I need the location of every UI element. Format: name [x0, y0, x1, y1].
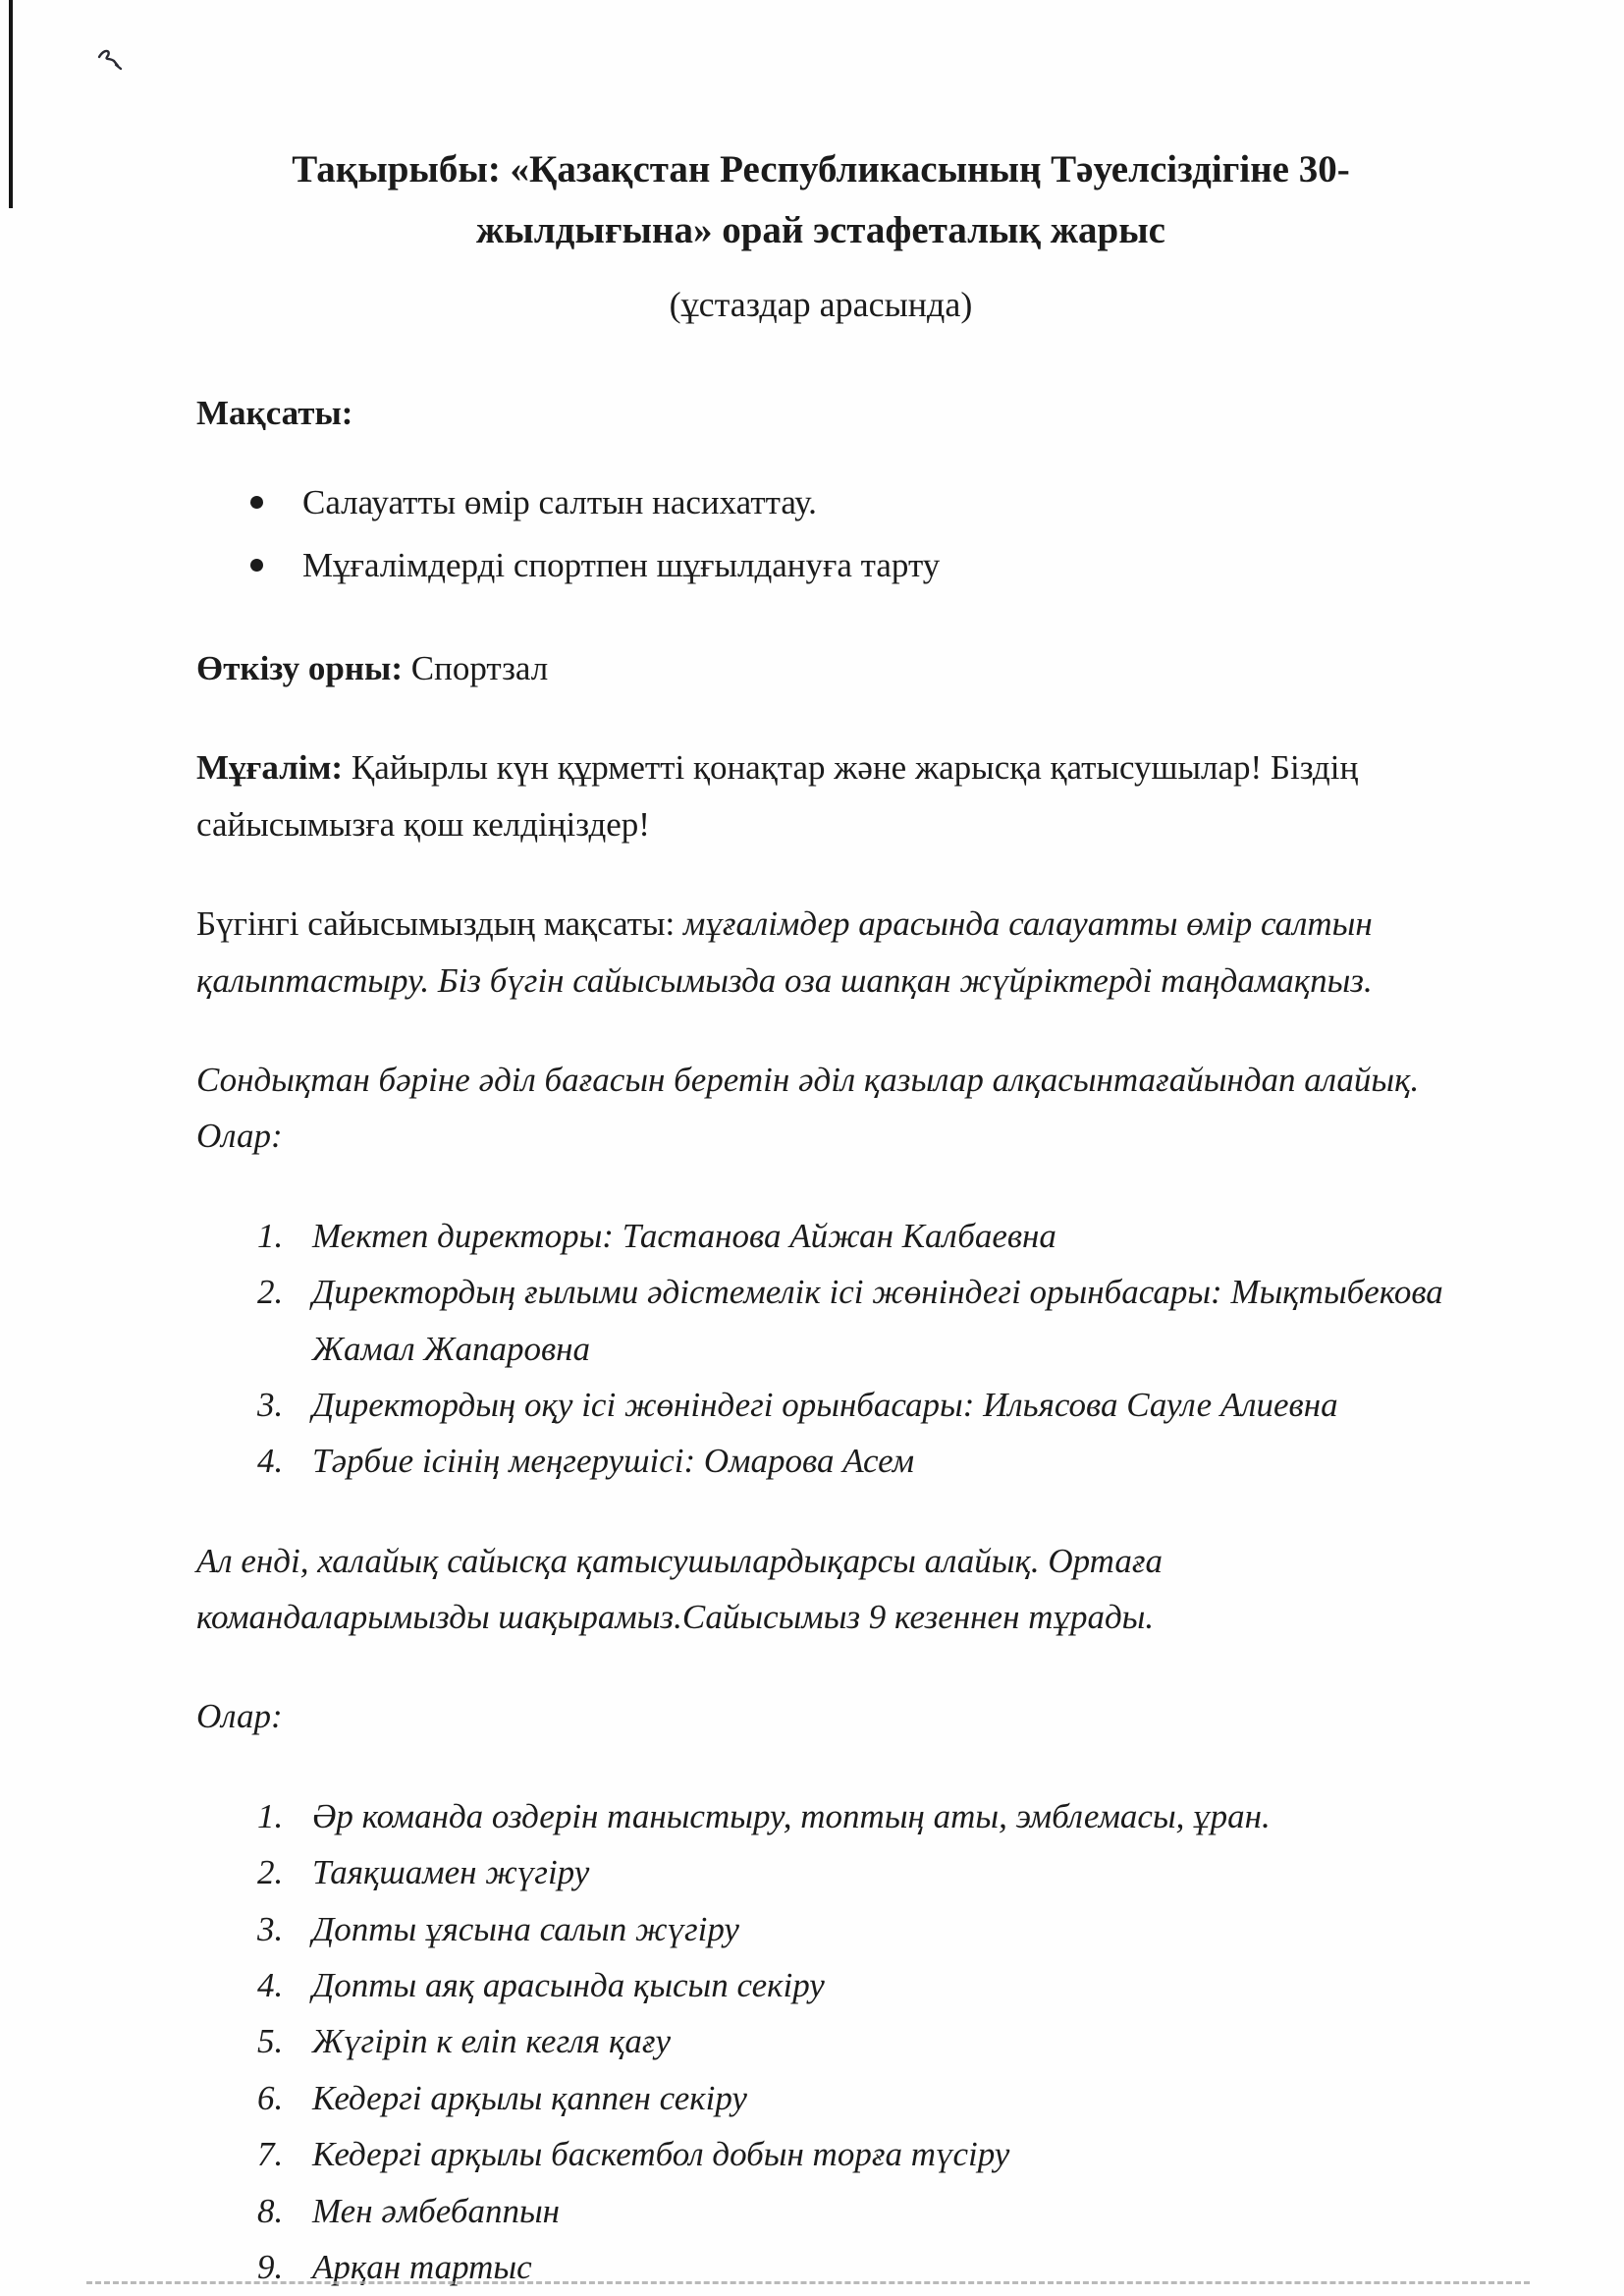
stage-list-item — [196, 2013, 1445, 2069]
list-number: 1. — [257, 1796, 284, 1835]
list-number: 2. — [257, 1273, 284, 1312]
bullet-marker — [250, 559, 263, 572]
stage-item-text: Жүгіріп к еліп кегля қағу — [312, 2022, 672, 2061]
list-number: 7. — [257, 2135, 284, 2174]
teacher-text: Қайырлы күн құрметті қонақтар және жарысқа қатысушылар! Біздің сайысымызға қош келдіңіздер! — [196, 748, 1359, 844]
purpose-paragraph — [196, 896, 1445, 1009]
list-number: 8. — [257, 2191, 284, 2230]
purpose-text: мұғалімдер арасында салауатты өмір салтын қалыптастыру. Біз бүгін сайысымызда оза шапқан жүйріктерді таңдамақпыз. — [196, 904, 1373, 1000]
jury-list-item — [196, 1377, 1445, 1433]
bullet-item — [196, 474, 1445, 530]
stage-list-item — [196, 1844, 1445, 1900]
list-number: 3. — [257, 1385, 284, 1424]
jury-intro: Сондықтан бәріне әділ бағасын беретін әділ қазылар алқасынтағайындап алайық. Олар: — [196, 1060, 1420, 1156]
stage-list-item — [196, 2239, 1445, 2295]
handwritten-mark — [96, 45, 130, 75]
title-line-1: Тақырыбы: «Қазақстан Республикасының Тәуелсіздігіне 30- — [292, 148, 1350, 191]
bullet-item-text: Салауатты өмір салтын насихаттау. — [302, 483, 817, 522]
teacher-intro — [196, 739, 1445, 852]
stage-list-item — [196, 1957, 1445, 2013]
stage-list-item — [196, 2183, 1445, 2239]
jury-item-text: Мектеп директоры: Тастанова Айжан Калбаевна — [312, 1216, 1056, 1255]
scan-edge-artifact — [9, 0, 13, 208]
list-number: 3. — [257, 1909, 284, 1948]
stage-item-text: Мен әмбебаппын — [312, 2191, 561, 2230]
goal-bullet-list — [196, 474, 1445, 593]
teacher-label: Мұғалім: — [196, 748, 344, 788]
stage-item-text: Таяқшамен жүгіру — [312, 1853, 590, 1892]
venue-label: Өткізу орны: — [196, 648, 403, 687]
list-number: 4. — [257, 1442, 284, 1481]
stage-item-text: Арқан тартыс — [312, 2247, 532, 2286]
stage-list-item — [196, 1901, 1445, 1957]
jury-list — [196, 1208, 1445, 1490]
purpose-lead: Бүгінгі сайысымыздың мақсаты: — [196, 904, 676, 944]
subtitle: (ұстаздар арасында) — [669, 284, 973, 324]
stage-list-item — [196, 1788, 1445, 1844]
list-number: 4. — [257, 1966, 284, 2005]
stage-item-text: Допты аяқ арасында қысып секіру — [312, 1966, 825, 2005]
list-number: 9. — [257, 2247, 284, 2286]
stage-list-item — [196, 2070, 1445, 2126]
list-number: 6. — [257, 2078, 284, 2117]
document-body — [196, 139, 1445, 2296]
jury-list-item — [196, 1208, 1445, 1264]
list-number: 1. — [257, 1216, 284, 1255]
venue-value: Спортзал — [410, 648, 549, 687]
goal-heading: Мақсаты: — [196, 393, 353, 432]
stage-list-item — [196, 2126, 1445, 2182]
list-number: 2. — [257, 1853, 284, 1892]
bullet-item — [196, 537, 1445, 593]
title-line-2: жылдығына» орай эстафеталық жарыс — [476, 209, 1165, 252]
stages-label: Олар: — [196, 1697, 283, 1736]
jury-list-item — [196, 1264, 1445, 1377]
bullet-item-text: Мұғалімдерді спортпен шұғылдануға тарту — [302, 545, 941, 584]
teams-intro: Ал енді, халайық сайысқа қатысушылардықарсы алайық. Ортаға командаларымызды шақырамыз.Сайысымыз 9 кезеннен тұрады. — [196, 1541, 1164, 1637]
list-number: 5. — [257, 2022, 284, 2061]
jury-list-item — [196, 1433, 1445, 1489]
jury-item-text: Директордың оқу ісі жөніндегі орынбасары: Ильясова Сауле Алиевна — [312, 1385, 1338, 1424]
stage-item-text: Допты ұясына салып жүгіру — [312, 1909, 739, 1948]
stages-list — [196, 1788, 1445, 2296]
jury-item-text: Директордың ғылыми әдістемелік ісі жөніндегі орынбасары: Мықтыбекова Жамал Жапаровна — [312, 1273, 1443, 1368]
scan-bottom-artifact — [86, 2281, 1530, 2284]
stage-item-text: Әр команда оздерін таныстыру, топтың аты, эмблемасы, ұран. — [312, 1796, 1271, 1835]
stage-item-text: Кедергі арқылы қаппен секіру — [312, 2078, 747, 2117]
document-title — [196, 139, 1445, 262]
bullet-marker — [250, 496, 263, 509]
venue-line — [196, 640, 1445, 696]
jury-item-text: Тәрбие ісінің меңгерушісі: Омарова Асем — [312, 1442, 915, 1481]
stage-item-text: Кедергі арқылы баскетбол добын торға түсіру — [312, 2135, 1010, 2174]
